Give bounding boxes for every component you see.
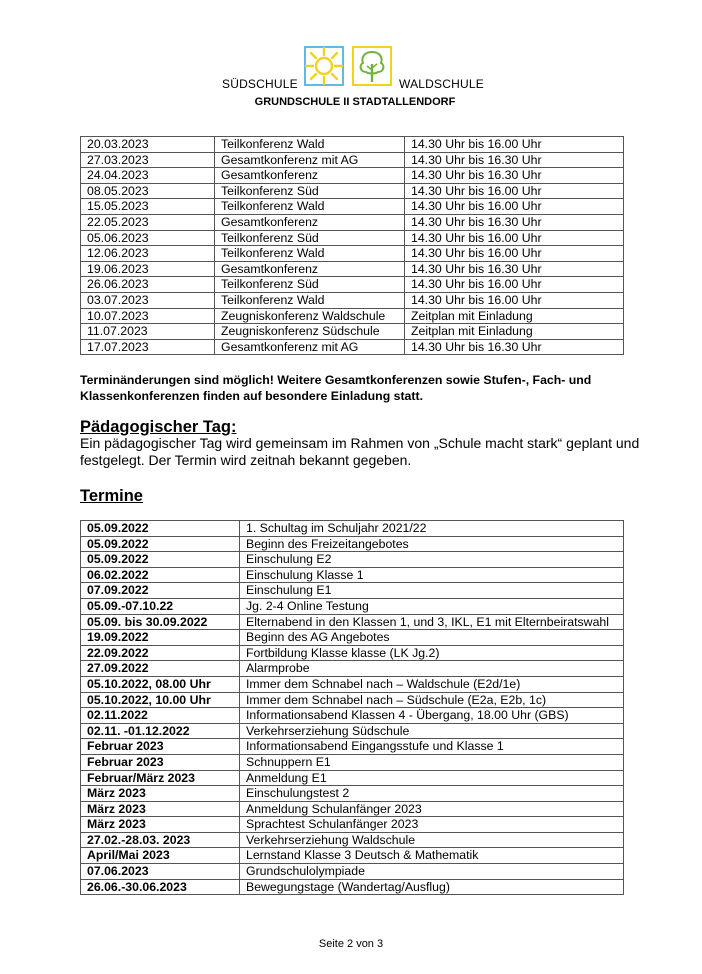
konferenz-date-cell: 10.07.2023: [81, 308, 215, 324]
konferenz-type-cell: Teilkonferenz Süd: [215, 230, 405, 246]
konferenz-type-cell: Gesamtkonferenz: [215, 214, 405, 230]
header-waldschule: WALDSCHULE: [399, 77, 484, 91]
konferenz-time-cell: 14.30 Uhr bis 16.30 Uhr: [405, 339, 624, 355]
termin-event-cell: Einschulung Klasse 1: [240, 567, 624, 583]
konferenz-row: [81, 339, 624, 355]
termin-event-cell: Verkehrserziehung Südschule: [240, 723, 624, 739]
konferenz-time-cell: 14.30 Uhr bis 16.30 Uhr: [405, 261, 624, 277]
konferenz-row: [81, 246, 624, 262]
konferenz-date-cell: 19.06.2023: [81, 261, 215, 277]
termin-date-cell: Februar 2023: [81, 739, 240, 755]
termin-date-cell: Februar 2023: [81, 754, 240, 770]
termin-event-cell: Grundschulolympiade: [240, 864, 624, 880]
termin-event-cell: Einschulungstest 2: [240, 786, 624, 802]
termin-date-cell: März 2023: [81, 786, 240, 802]
termin-row: [81, 801, 624, 817]
konferenz-row: [81, 183, 624, 199]
termin-row: [81, 536, 624, 552]
termin-date-cell: 05.10.2022, 10.00 Uhr: [81, 692, 240, 708]
konferenz-time-cell: Zeitplan mit Einladung: [405, 308, 624, 324]
konferenz-row: [81, 324, 624, 340]
konferenz-date-cell: 08.05.2023: [81, 183, 215, 199]
termin-event-cell: Elternabend in den Klassen 1, und 3, IKL, E1 mit Elternbeiratswahl: [240, 614, 624, 630]
termin-event-cell: Immer dem Schnabel nach – Südschule (E2a, E2b, 1c): [240, 692, 624, 708]
termin-event-cell: Jg. 2-4 Online Testung: [240, 598, 624, 614]
konferenz-type-cell: Zeugniskonferenz Waldschule: [215, 308, 405, 324]
termin-row: [81, 630, 624, 646]
konferenz-date-cell: 17.07.2023: [81, 339, 215, 355]
konferenz-type-cell: Teilkonferenz Süd: [215, 183, 405, 199]
termin-date-cell: 05.09.2022: [81, 552, 240, 568]
konferenz-row: [81, 199, 624, 215]
konferenz-row: [81, 292, 624, 308]
termin-date-cell: 22.09.2022: [81, 645, 240, 661]
konferenz-date-cell: 26.06.2023: [81, 277, 215, 293]
termin-row: [81, 817, 624, 833]
konferenz-type-cell: Teilkonferenz Wald: [215, 137, 405, 153]
termin-event-cell: Bewegungstage (Wandertag/Ausflug): [240, 879, 624, 895]
konferenz-date-cell: 15.05.2023: [81, 199, 215, 215]
termin-date-cell: 27.02.-28.03. 2023: [81, 832, 240, 848]
header-suedschule: SÜDSCHULE: [222, 77, 298, 91]
termin-row: [81, 583, 624, 599]
termin-row: [81, 832, 624, 848]
konferenz-row: [81, 308, 624, 324]
termin-row: [81, 692, 624, 708]
tree-logo-icon: [350, 44, 394, 88]
konferenz-date-cell: 12.06.2023: [81, 246, 215, 262]
termin-event-cell: Fortbildung Klasse klasse (LK Jg.2): [240, 645, 624, 661]
termin-date-cell: 05.09.2022: [81, 536, 240, 552]
konferenz-row: [81, 152, 624, 168]
termin-row: [81, 864, 624, 880]
termin-date-cell: März 2023: [81, 817, 240, 833]
konferenz-type-cell: Gesamtkonferenz mit AG: [215, 339, 405, 355]
termin-event-cell: Immer dem Schnabel nach – Waldschule (E2d/1e): [240, 676, 624, 692]
termin-event-cell: Informationsabend Klassen 4 - Übergang, 18.00 Uhr (GBS): [240, 708, 624, 724]
termin-row: [81, 786, 624, 802]
termin-row: [81, 770, 624, 786]
termin-date-cell: 05.10.2022, 08.00 Uhr: [81, 676, 240, 692]
konferenz-time-cell: 14.30 Uhr bis 16.00 Uhr: [405, 199, 624, 215]
termin-event-cell: Anmeldung Schulanfänger 2023: [240, 801, 624, 817]
termin-row: [81, 879, 624, 895]
termin-event-cell: Alarmprobe: [240, 661, 624, 677]
konferenz-type-cell: Zeugniskonferenz Südschule: [215, 324, 405, 340]
termin-row: [81, 552, 624, 568]
konferenz-time-cell: Zeitplan mit Einladung: [405, 324, 624, 340]
termin-row: [81, 754, 624, 770]
termin-event-cell: Einschulung E2: [240, 552, 624, 568]
termin-row: [81, 614, 624, 630]
konferenz-date-cell: 22.05.2023: [81, 214, 215, 230]
konferenz-time-cell: 14.30 Uhr bis 16.00 Uhr: [405, 230, 624, 246]
konferenz-row: [81, 261, 624, 277]
termin-date-cell: 02.11.2022: [81, 708, 240, 724]
konferenz-type-cell: Teilkonferenz Süd: [215, 277, 405, 293]
termin-row: [81, 723, 624, 739]
termin-event-cell: Beginn des AG Angebotes: [240, 630, 624, 646]
konferenz-type-cell: Gesamtkonferenz: [215, 261, 405, 277]
konferenzen-table: [80, 136, 624, 355]
change-note: Terminänderungen sind möglich! Weitere Gesamtkonferenzen sowie Stufen-, Fach- und Klassenkonferenzen finden auf besondere Einladung statt.: [80, 373, 592, 403]
konferenz-date-cell: 05.06.2023: [81, 230, 215, 246]
konferenz-time-cell: 14.30 Uhr bis 16.00 Uhr: [405, 292, 624, 308]
page-footer: Seite 2 von 3: [318, 938, 384, 950]
termin-row: [81, 848, 624, 864]
konferenz-date-cell: 27.03.2023: [81, 152, 215, 168]
termin-date-cell: 06.02.2022: [81, 567, 240, 583]
termine-table: [80, 520, 624, 895]
konferenz-type-cell: Teilkonferenz Wald: [215, 199, 405, 215]
termin-date-cell: 05.09.2022: [81, 521, 240, 537]
termin-event-cell: Einschulung E1: [240, 583, 624, 599]
termin-row: [81, 521, 624, 537]
konferenzen-table-body: [81, 137, 624, 355]
termin-date-cell: 27.09.2022: [81, 661, 240, 677]
konferenz-type-cell: Gesamtkonferenz mit AG: [215, 152, 405, 168]
konferenz-time-cell: 14.30 Uhr bis 16.00 Uhr: [405, 137, 624, 153]
termine-heading: Termine: [80, 487, 143, 505]
konferenz-time-cell: 14.30 Uhr bis 16.00 Uhr: [405, 246, 624, 262]
termin-date-cell: 02.11. -01.12.2022: [81, 723, 240, 739]
termin-row: [81, 661, 624, 677]
konferenz-type-cell: Gesamtkonferenz: [215, 168, 405, 184]
konferenz-time-cell: 14.30 Uhr bis 16.30 Uhr: [405, 168, 624, 184]
konferenz-row: [81, 214, 624, 230]
konferenz-date-cell: 11.07.2023: [81, 324, 215, 340]
header-subtitle: GRUNDSCHULE II STADTALLENDORF: [254, 96, 456, 108]
paedagogischer-tag-text: Ein pädagogischer Tag wird gemeinsam im Rahmen von „Schule macht stark“ geplant und festgelegt. Der Termin wird zeitnah bekannt gegeben.: [80, 435, 640, 468]
sun-logo-icon: [302, 44, 346, 88]
konferenz-time-cell: 14.30 Uhr bis 16.00 Uhr: [405, 183, 624, 199]
termin-event-cell: Lernstand Klasse 3 Deutsch & Mathematik: [240, 848, 624, 864]
termin-row: [81, 645, 624, 661]
paedagogischer-tag-heading: Pädagogischer Tag:: [80, 418, 237, 436]
termin-date-cell: 19.09.2022: [81, 630, 240, 646]
konferenz-time-cell: 14.30 Uhr bis 16.30 Uhr: [405, 152, 624, 168]
termin-row: [81, 598, 624, 614]
termin-date-cell: 05.09. bis 30.09.2022: [81, 614, 240, 630]
konferenz-row: [81, 277, 624, 293]
konferenz-row: [81, 137, 624, 153]
termin-row: [81, 739, 624, 755]
termin-date-cell: 05.09.-07.10.22: [81, 598, 240, 614]
konferenz-date-cell: 20.03.2023: [81, 137, 215, 153]
termine-table-body: [81, 521, 624, 895]
termin-date-cell: 07.09.2022: [81, 583, 240, 599]
termin-date-cell: April/Mai 2023: [81, 848, 240, 864]
termin-event-cell: Anmeldung E1: [240, 770, 624, 786]
termin-date-cell: März 2023: [81, 801, 240, 817]
termin-event-cell: Schnuppern E1: [240, 754, 624, 770]
termin-row: [81, 676, 624, 692]
termin-date-cell: 26.06.-30.06.2023: [81, 879, 240, 895]
konferenz-type-cell: Teilkonferenz Wald: [215, 292, 405, 308]
konferenz-time-cell: 14.30 Uhr bis 16.00 Uhr: [405, 277, 624, 293]
konferenz-time-cell: 14.30 Uhr bis 16.30 Uhr: [405, 214, 624, 230]
konferenz-date-cell: 03.07.2023: [81, 292, 215, 308]
termin-event-cell: Sprachtest Schulanfänger 2023: [240, 817, 624, 833]
konferenz-date-cell: 24.04.2023: [81, 168, 215, 184]
termin-date-cell: 07.06.2023: [81, 864, 240, 880]
termin-event-cell: 1. Schultag im Schuljahr 2021/22: [240, 521, 624, 537]
konferenz-row: [81, 168, 624, 184]
termin-date-cell: Februar/März 2023: [81, 770, 240, 786]
konferenz-type-cell: Teilkonferenz Wald: [215, 246, 405, 262]
termin-row: [81, 708, 624, 724]
konferenz-row: [81, 230, 624, 246]
termin-event-cell: Beginn des Freizeitangebotes: [240, 536, 624, 552]
termin-event-cell: Informationsabend Eingangsstufe und Klasse 1: [240, 739, 624, 755]
termin-event-cell: Verkehrserziehung Waldschule: [240, 832, 624, 848]
termin-row: [81, 567, 624, 583]
